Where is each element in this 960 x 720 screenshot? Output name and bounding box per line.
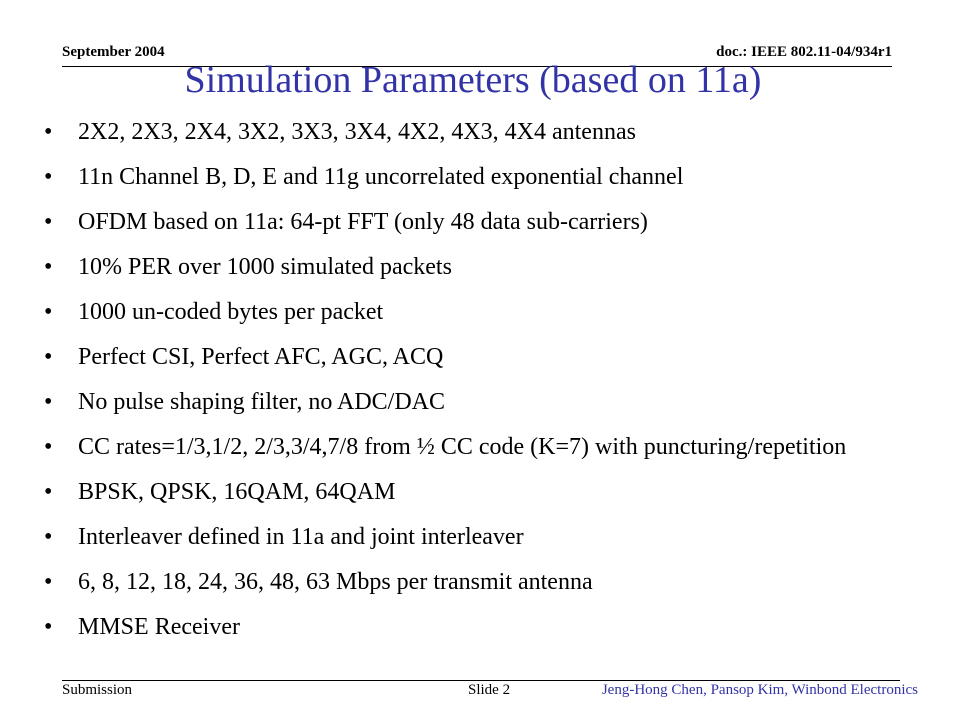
bullet-dot-icon: • — [44, 479, 53, 505]
bullet-text: 2X2, 2X3, 2X4, 3X2, 3X3, 3X4, 4X2, 4X3, 4X4 antennas — [78, 119, 636, 145]
bullet-dot-icon: • — [44, 434, 53, 460]
bullet-dot-icon: • — [44, 524, 53, 550]
bullet-dot-icon: • — [44, 614, 53, 640]
bullet-item — [44, 615, 924, 640]
bullet-text: 6, 8, 12, 18, 24, 36, 48, 63 Mbps per transmit antenna — [78, 569, 593, 595]
bullet-dot-icon: • — [44, 209, 53, 235]
bullet-item — [44, 525, 924, 550]
bullet-text: 10% PER over 1000 simulated packets — [78, 254, 452, 280]
bullet-dot-icon: • — [44, 299, 53, 325]
bullet-text: OFDM based on 11a: 64-pt FFT (only 48 data sub-carriers) — [78, 209, 648, 235]
footer-divider — [62, 680, 900, 681]
bullet-text: 11n Channel B, D, E and 11g uncorrelated exponential channel — [78, 164, 684, 190]
bullet-dot-icon: • — [44, 344, 53, 370]
header-doc-id: doc.: IEEE 802.11-04/934r1 — [716, 44, 892, 60]
bullet-text: 1000 un-coded bytes per packet — [78, 299, 384, 325]
bullet-dot-icon: • — [44, 164, 53, 190]
bullet-dot-icon: • — [44, 119, 53, 145]
bullet-dot-icon: • — [44, 254, 53, 280]
bullet-item — [44, 480, 924, 505]
bullet-item — [44, 345, 924, 370]
bullet-text: No pulse shaping filter, no ADC/DAC — [78, 389, 446, 415]
footer-slide-number: Slide 2 — [468, 682, 511, 698]
footer-submission: Submission — [62, 682, 133, 698]
bullet-text: CC rates=1/3,1/2, 2/3,3/4,7/8 from ½ CC code (K=7) with puncturing/repetition — [78, 434, 847, 460]
bullet-item — [44, 390, 924, 415]
bullet-text: BPSK, QPSK, 16QAM, 64QAM — [78, 479, 396, 505]
bullet-item — [44, 255, 924, 280]
header-date: September 2004 — [62, 44, 165, 60]
bullet-item — [44, 435, 924, 460]
bullet-item — [44, 165, 924, 190]
footer-authors: Jeng-Hong Chen, Pansop Kim, Winbond Electronics — [601, 682, 918, 698]
bullet-item — [44, 210, 924, 235]
bullet-text: MMSE Receiver — [78, 614, 240, 640]
bullet-text: Interleaver defined in 11a and joint interleaver — [78, 524, 524, 550]
bullet-text: Perfect CSI, Perfect AFC, AGC, ACQ — [78, 344, 444, 370]
bullet-dot-icon: • — [44, 389, 53, 415]
bullet-item — [44, 300, 924, 325]
bullet-dot-icon: • — [44, 569, 53, 595]
bullet-list — [44, 120, 924, 660]
slide-title: Simulation Parameters (based on 11a) — [184, 59, 762, 101]
bullet-item — [44, 120, 924, 145]
bullet-item — [44, 570, 924, 595]
